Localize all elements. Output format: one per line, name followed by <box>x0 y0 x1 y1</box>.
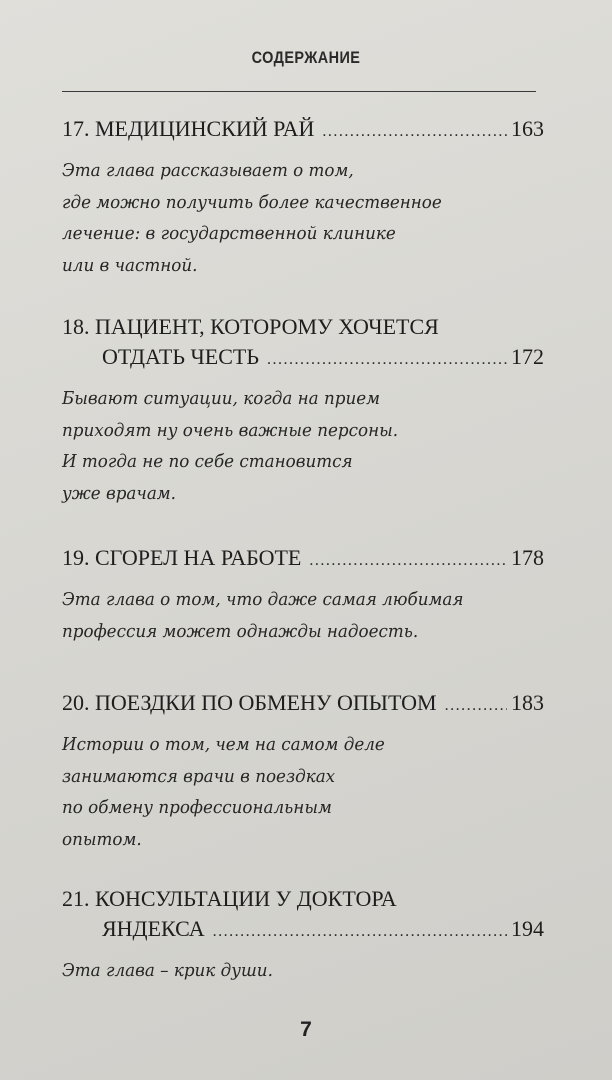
description-line: где можно получить более качественное <box>62 191 442 213</box>
toc-entry-page-number: 183 <box>511 690 544 715</box>
description-line: Бывают ситуации, когда на прием <box>62 388 381 409</box>
toc-entry-page-number: 178 <box>511 545 544 570</box>
toc-entry-description <box>62 155 544 281</box>
description-line: опытом. <box>62 828 142 850</box>
description-line: Эта глава рассказывает о том, <box>62 160 354 181</box>
toc-entry-page-number: 163 <box>511 116 544 141</box>
toc-entry-title-line <box>62 543 544 576</box>
page-number: 7 <box>300 1018 312 1041</box>
toc-entry-description <box>62 955 544 987</box>
toc-entry-page-number: 194 <box>511 916 544 941</box>
description-line: или в частной. <box>62 254 198 276</box>
toc-entry-title: 21. КОНСУЛЬТАЦИИ У ДОКТОРА <box>62 886 397 911</box>
description-line: по обмену профессиональным <box>62 797 332 818</box>
description-line: И тогда не по себе становится <box>62 451 353 472</box>
toc-entry-title: 17. МЕДИЦИНСКИЙ РАЙ <box>62 116 315 141</box>
toc-entry-title: ЯНДЕКСА <box>102 916 205 941</box>
toc-entry-description <box>62 383 544 509</box>
leader-dots <box>309 546 507 576</box>
leader-dots <box>445 691 507 721</box>
toc-entry-title-line <box>62 312 544 342</box>
toc-entry-title-line <box>62 342 544 375</box>
toc-entry-19 <box>62 543 544 647</box>
leader-dots <box>213 917 507 947</box>
toc-entry-title-line <box>62 884 544 914</box>
leader-dots <box>267 345 507 375</box>
toc-entry-title: 20. ПОЕЗДКИ ПО ОБМЕНУ ОПЫТОМ <box>62 690 437 715</box>
header-rule <box>62 91 536 92</box>
description-line: уже врачам. <box>62 482 177 504</box>
leader-dots <box>322 117 507 147</box>
toc-entry-description <box>62 584 544 647</box>
page-header-title: СОДЕРЖАНИЕ <box>251 48 361 67</box>
toc-entry-title-line <box>62 914 544 947</box>
toc-entry-18 <box>62 312 544 509</box>
description-line: приходят ну очень важные персоны. <box>62 419 399 441</box>
description-line: Эта глава о том, что даже самая любимая <box>62 589 464 610</box>
toc-entry-title: 19. СГОРЕЛ НА РАБОТЕ <box>62 545 302 570</box>
toc-entry-title-line <box>62 114 544 147</box>
toc-entry-page-number: 172 <box>511 344 544 369</box>
toc-entry-title: ОТДАТЬ ЧЕСТЬ <box>102 344 259 369</box>
description-line: профессия может однажды надоесть. <box>62 620 419 642</box>
toc-entry-description <box>62 729 544 855</box>
toc-entry-title-line <box>62 688 544 721</box>
description-line: Истории о том, чем на самом деле <box>62 734 385 755</box>
description-line: занимаются врачи в поездках <box>62 765 336 787</box>
toc-entry-20 <box>62 688 544 855</box>
toc-entry-title: 18. ПАЦИЕНТ, КОТОРОМУ ХОЧЕТСЯ <box>62 314 439 339</box>
toc-entry-21 <box>62 884 544 987</box>
description-line: Эта глава – крик души. <box>62 960 273 981</box>
description-line: лечение: в государственной клинике <box>62 223 396 244</box>
toc-entry-17 <box>62 114 544 281</box>
